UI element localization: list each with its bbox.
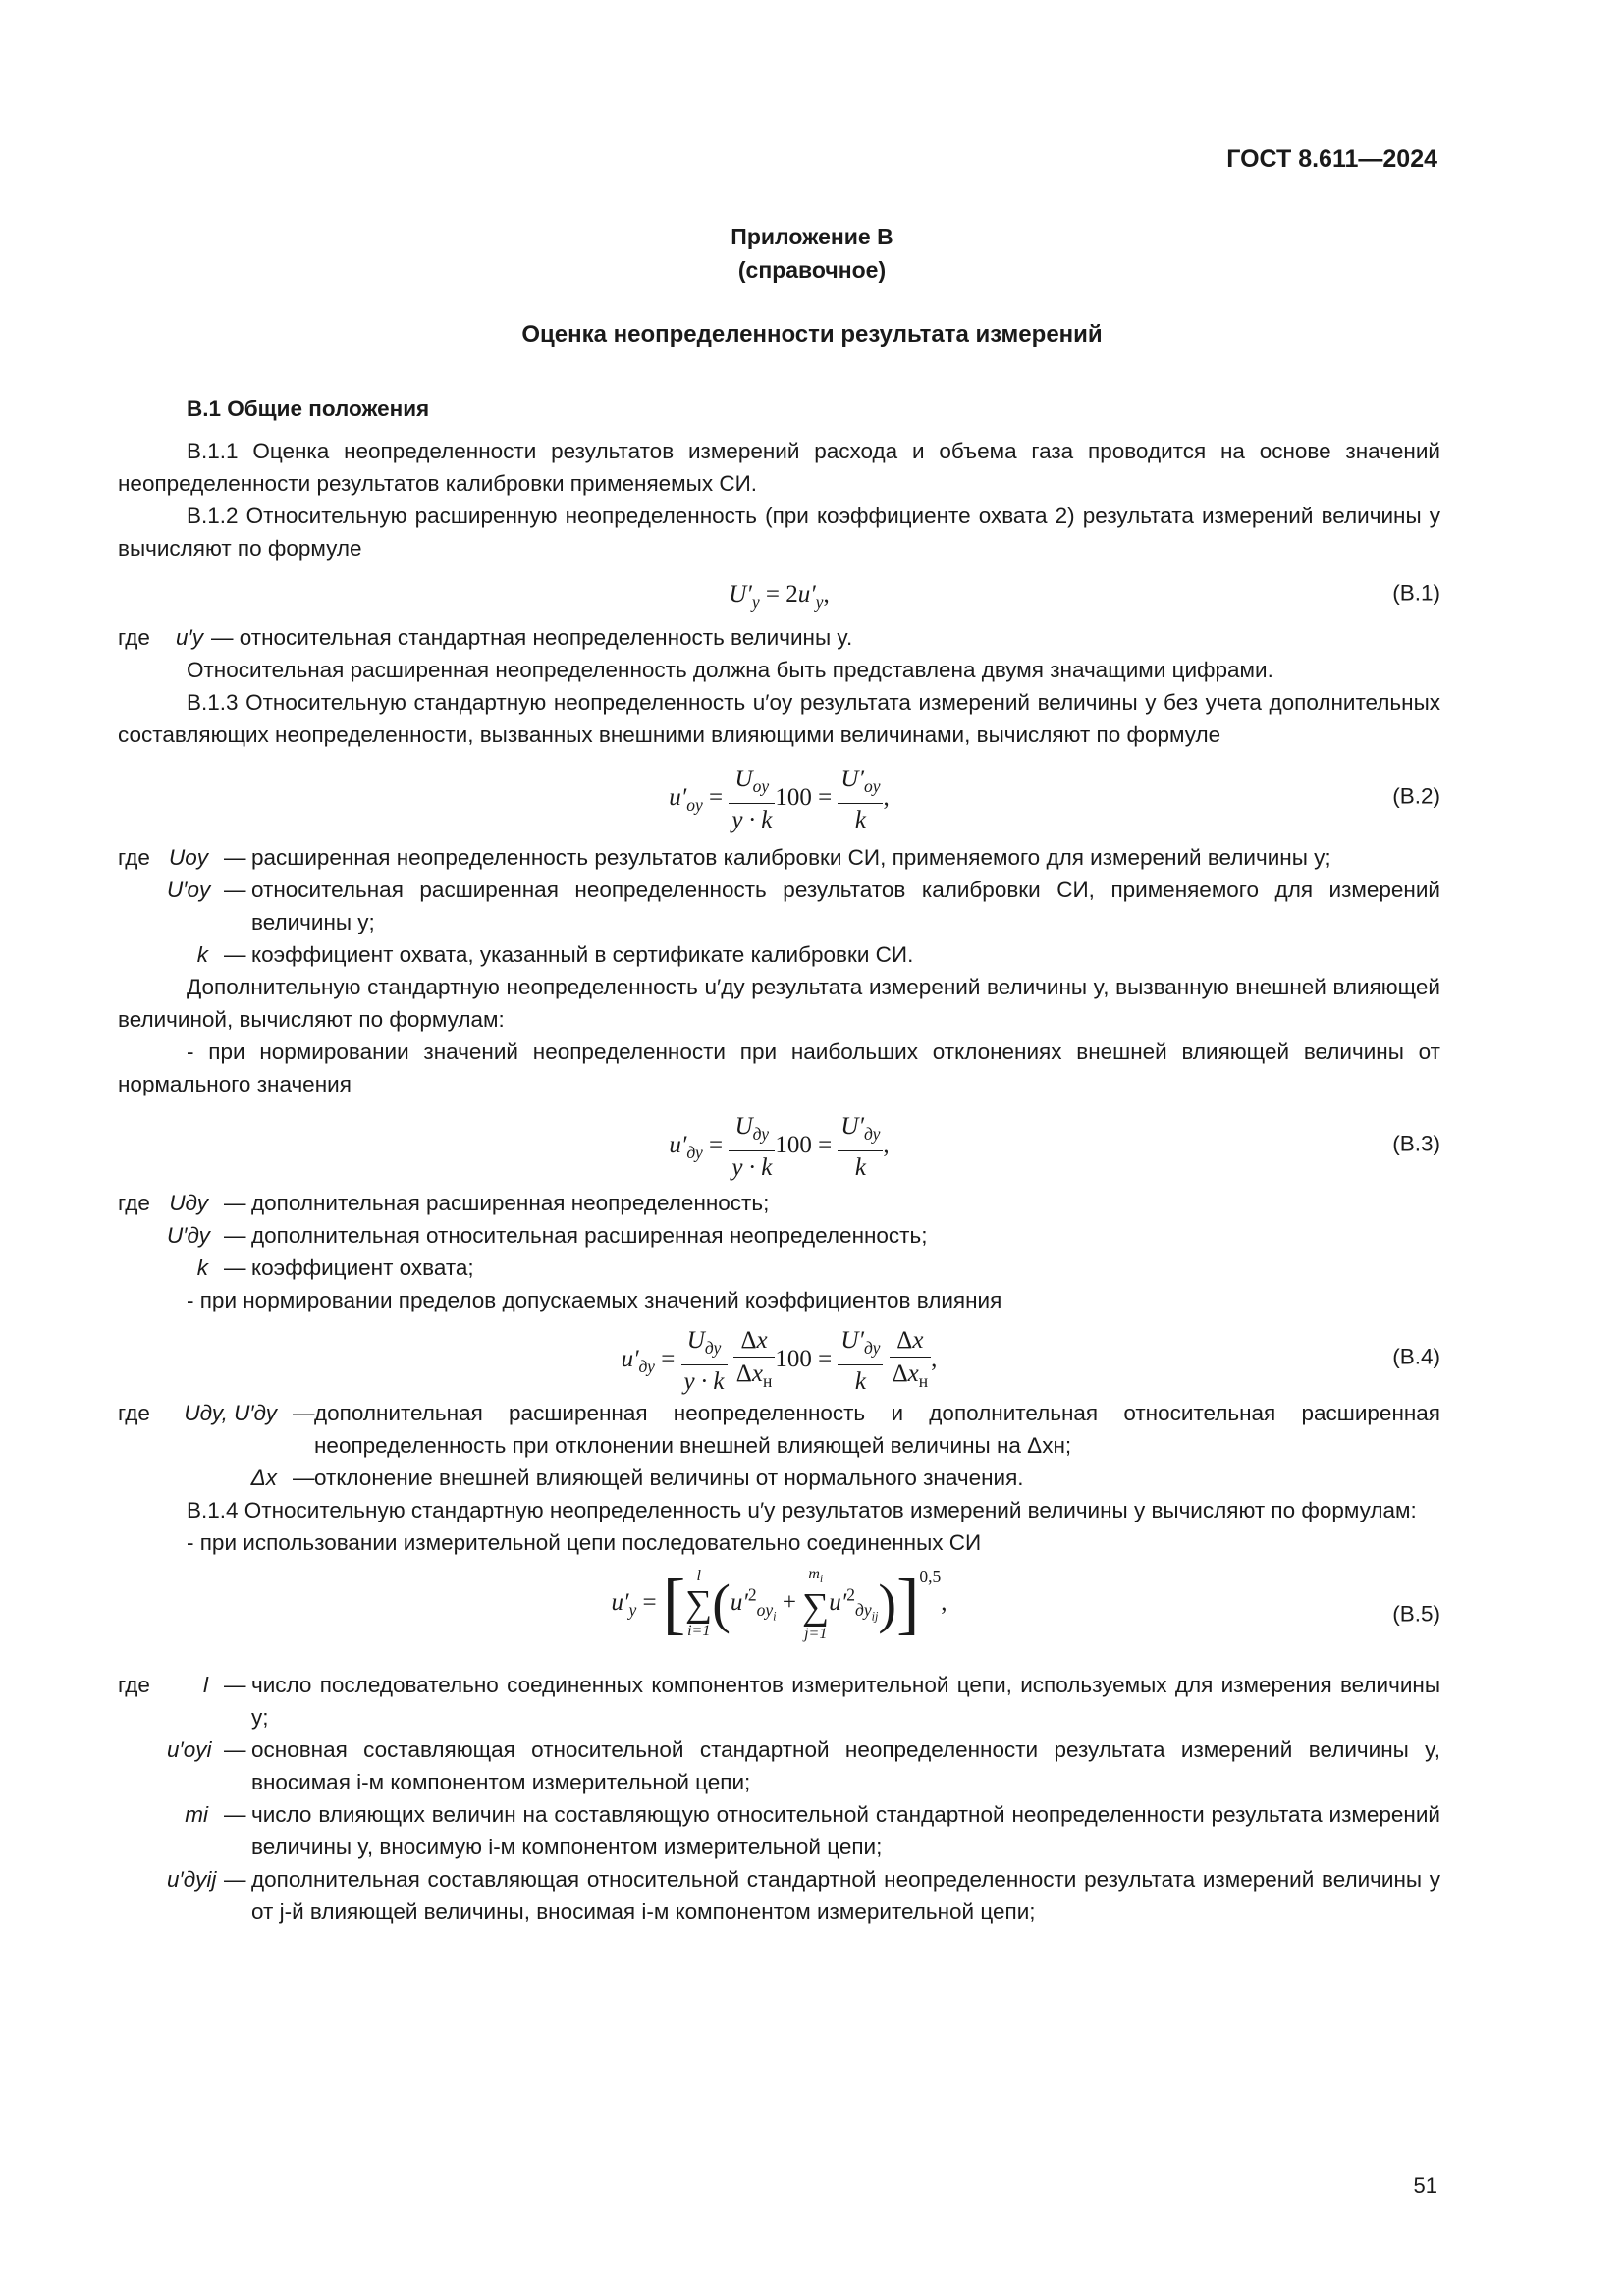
def-symbol: Uoy (168, 845, 208, 870)
equation-number-b1: (В.1) (1392, 580, 1440, 606)
equation-b2 (118, 751, 1440, 841)
def-symbol: Uду (169, 1191, 208, 1215)
section-heading: В.1 Общие положения (187, 397, 430, 421)
def-dash: — (293, 1466, 315, 1490)
equation-number-b5: (В.5) (1392, 1601, 1440, 1627)
def-text: дополнительная расширенная неопределенность и дополнительная относительная расширенная неопределенность при отклонении внешней влияющей величины на Δxн; (314, 1401, 1440, 1458)
def-symbol: l (203, 1673, 208, 1697)
def-symbol: U′ду (167, 1223, 210, 1248)
def-dash: — (224, 1737, 246, 1762)
paragraph-b13: В.1.3 Относительную стандартную неопределенность u′oy результата измерений величины y без учета дополнительных составляющих неопределенности, вызванных внешними влияющими величинами, вычисляют по формуле (118, 690, 1440, 747)
def-symbol: k (196, 942, 208, 967)
defs-b2 (118, 841, 1440, 971)
def-dash: — (224, 1673, 246, 1697)
def-dash: — (224, 845, 246, 870)
equation-b5 (118, 1559, 1440, 1669)
def-where: где (118, 1673, 150, 1697)
formula-b5: $u'_y$ = [ l ∑ $i=1(u'^2_{oy_i} + m_i$ ∑ $j=1u'^2_{дy_{ij}})]^{0,5}$, (611, 1565, 947, 1642)
def-dash: — (224, 1867, 246, 1892)
paragraph-case1: - при нормировании значений неопределенности при наибольших отклонениях внешней влияющей величины от нормального значения (118, 1040, 1440, 1096)
def-text: основная составляющая относительной стандартной неопределенности результата измерений величины y, вносимая i-м компонентом измерительной цепи; (251, 1737, 1440, 1794)
paragraph-b14: В.1.4 Относительную стандартную неопределенность u′y результатов измерений величины y вычисляют по формулам: (187, 1498, 1417, 1522)
defs-b3 (118, 1187, 1440, 1284)
paragraph-case2: - при нормировании пределов допускаемых значений коэффициентов влияния (187, 1288, 1002, 1312)
paragraph-precision: Относительная расширенная неопределенность должна быть представлена двумя значащими цифрами. (187, 658, 1273, 682)
equation-number-b3: (В.3) (1392, 1131, 1440, 1156)
def-dash: — (224, 1802, 246, 1827)
def-text: коэффициент охвата, указанный в сертификате калибровки СИ. (251, 942, 914, 967)
def-symbol: u′дyij (167, 1867, 217, 1892)
equation-b4 (118, 1316, 1440, 1397)
def-symbol: mi (185, 1802, 208, 1827)
page-number: 51 (1413, 2173, 1437, 2198)
def-uy (118, 621, 1440, 654)
def-dash: — (224, 878, 246, 902)
equation-number-b4: (В.4) (1392, 1344, 1440, 1369)
def-text: отклонение внешней влияющей величины от нормального значения. (314, 1466, 1024, 1490)
def-symbol: Δx (250, 1466, 277, 1490)
def-symbol: U′oy (167, 878, 211, 902)
paragraph-additional: Дополнительную стандартную неопределенность u′ду результата измерений величины y, вызванную внешней влияющей величиной, вычисляют по формулам: (118, 975, 1440, 1032)
def-dash: — (224, 942, 246, 967)
appendix-type: (справочное) (737, 257, 887, 283)
def-text: — относительная стандартная неопределенность величины y. (211, 625, 853, 650)
formula-b3: $u'_{ду}$ = $\frac{U_{ду}}{y \cdot k}$ 100 = $\frac{U'_{ду}}{k}$ , (118, 1110, 1440, 1184)
def-where: где (118, 845, 150, 870)
def-symbol: Uду, U′ду (184, 1401, 277, 1425)
equation-b1 (118, 564, 1440, 621)
appendix-title: Оценка неопределенности результата измерений (521, 321, 1103, 347)
def-text: дополнительная относительная расширенная неопределенность; (251, 1223, 928, 1248)
formula-b2: $u'_{oy}$ = $\frac{U_{oy}}{y \cdot k}$ 100 = $\frac{U'_{oy}}{k}$ , (118, 763, 1440, 836)
formula-b4: $u'_{ду}$ = $\frac{U_{ду}}{y \cdot k}$ $\frac{\Delta x}{\Delta x_н}$ 100 = $\frac{U'_{ду}}{k}$ $\frac{\Delta x}{\Delta x_н}$ , (118, 1324, 1440, 1398)
equation-number-b2: (В.2) (1392, 783, 1440, 809)
def-text: дополнительная составляющая относительной стандартной неопределенности результата измерений величины y от j-й влияющей величины, вносимая i-м компонентом измерительной цепи; (251, 1867, 1440, 1924)
def-text: дополнительная расширенная неопределенность; (251, 1191, 770, 1215)
formula-b1: $U'_y = 2u'_y$, (729, 581, 830, 612)
body-text (118, 393, 1440, 1928)
defs-b4 (118, 1397, 1440, 1494)
def-text: коэффициент охвата; (251, 1255, 474, 1280)
def-symbol: u′y (176, 625, 203, 650)
def-where: где (118, 1401, 150, 1425)
equation-b3 (118, 1100, 1440, 1187)
def-text: число влияющих величин на составляющую относительной стандартной неопределенности результата измерений величины y, вносимую i-м компонентом измерительной цепи; (251, 1802, 1440, 1859)
defs-b5 (118, 1669, 1440, 1928)
def-where: где (118, 625, 150, 650)
paragraph-chain: - при использовании измерительной цепи последовательно соединенных СИ (187, 1530, 982, 1555)
standard-code: ГОСТ 8.611—2024 (1226, 145, 1437, 173)
def-text: расширенная неопределенность результатов калибровки СИ, применяемого для измерений величины y; (251, 845, 1331, 870)
def-text: относительная расширенная неопределенность результатов калибровки СИ, применяемого для измерений величины y; (251, 878, 1440, 934)
paragraph-b12: В.1.2 Относительную расширенную неопределенность (при коэффициенте охвата 2) результата измерений величины y вычисляют по формуле (118, 504, 1440, 561)
appendix-label: Приложение В (731, 224, 893, 249)
def-dash: — (224, 1223, 246, 1248)
def-dash: — (224, 1191, 246, 1215)
def-dash: — (293, 1401, 315, 1425)
def-text: число последовательно соединенных компонентов измерительной цепи, используемых для измерения величины y; (251, 1673, 1440, 1730)
def-where: где (118, 1191, 150, 1215)
paragraph-b11: В.1.1 Оценка неопределенности результатов измерений расхода и объема газа проводится на основе значений неопределенности результатов калибровки применяемых СИ. (118, 439, 1440, 496)
def-symbol: k (196, 1255, 208, 1280)
def-dash: — (224, 1255, 246, 1280)
def-symbol: u′oyi (167, 1737, 212, 1762)
